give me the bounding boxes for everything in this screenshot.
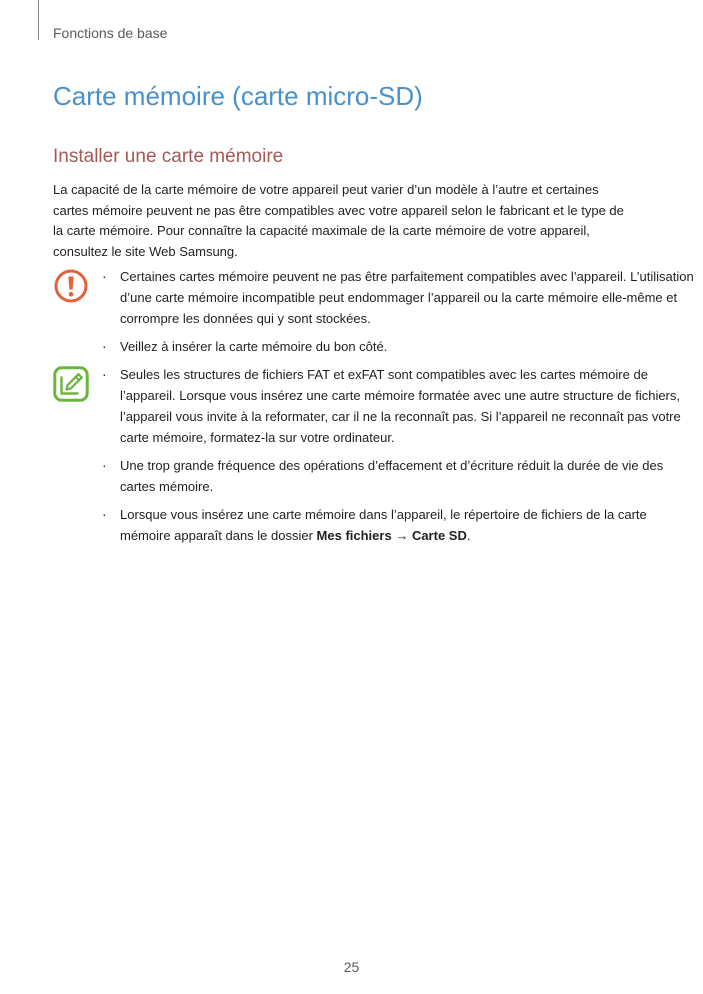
subfolder-name: Carte SD <box>411 528 467 543</box>
caution-item: · Certaines cartes mémoire peuvent ne pas être parfaitement compatibles avec l’appareil. L’utilisation d’une carte mémoire incompatible peut endommager l’appareil ou la carte mémoire elle-même et corrompre les données qui y sont stockées. <box>102 266 697 329</box>
caution-list <box>102 266 697 364</box>
section-header: Fonctions de base <box>53 25 168 41</box>
page-title: Carte mémoire (carte micro-SD) <box>53 81 423 111</box>
caution-item: · Veillez à insérer la carte mémoire du bon côté. <box>102 336 697 357</box>
section-subtitle: Installer une carte mémoire <box>53 146 284 167</box>
note-icon <box>53 366 89 402</box>
page-number: 25 <box>343 959 360 975</box>
note-item <box>102 504 697 546</box>
note-list <box>102 364 697 553</box>
note-item-text: Lorsque vous insérez une carte mémoire dans l’appareil, le répertoire de fichiers de la carte mémoire apparaît dans le dossier <box>120 507 647 543</box>
sentence-end: . <box>466 528 471 543</box>
intro-paragraph: La capacité de la carte mémoire de votre appareil peut varier d’un modèle à l’autre et certaines cartes mémoire peuvent ne pas être compatibles avec votre appareil selon le fabricant et le type de la carte mémoire. Pour connaître la capacité maximale de la carte mémoire de votre appareil, consultez le site Web Samsung. <box>53 182 624 259</box>
note-item: · Seules les structures de fichiers FAT et exFAT sont compatibles avec les cartes mémoire de l’appareil. Lorsque vous insérez une carte mémoire formatée avec une autre structure de fichiers, l’appareil vous invite à la reformater, car il ne la reconnaît pas. Si l’appareil ne reconnaît pas votre carte mémoire, formatez-la sur votre ordinateur. <box>102 364 697 448</box>
caution-icon <box>53 268 89 304</box>
path-arrow: → <box>391 528 412 543</box>
note-item: · Une trop grande fréquence des opérations d’effacement et d’écriture réduit la durée de vie des cartes mémoire. <box>102 455 697 497</box>
folder-name: Mes fichiers <box>316 528 392 543</box>
header-divider <box>38 0 39 40</box>
